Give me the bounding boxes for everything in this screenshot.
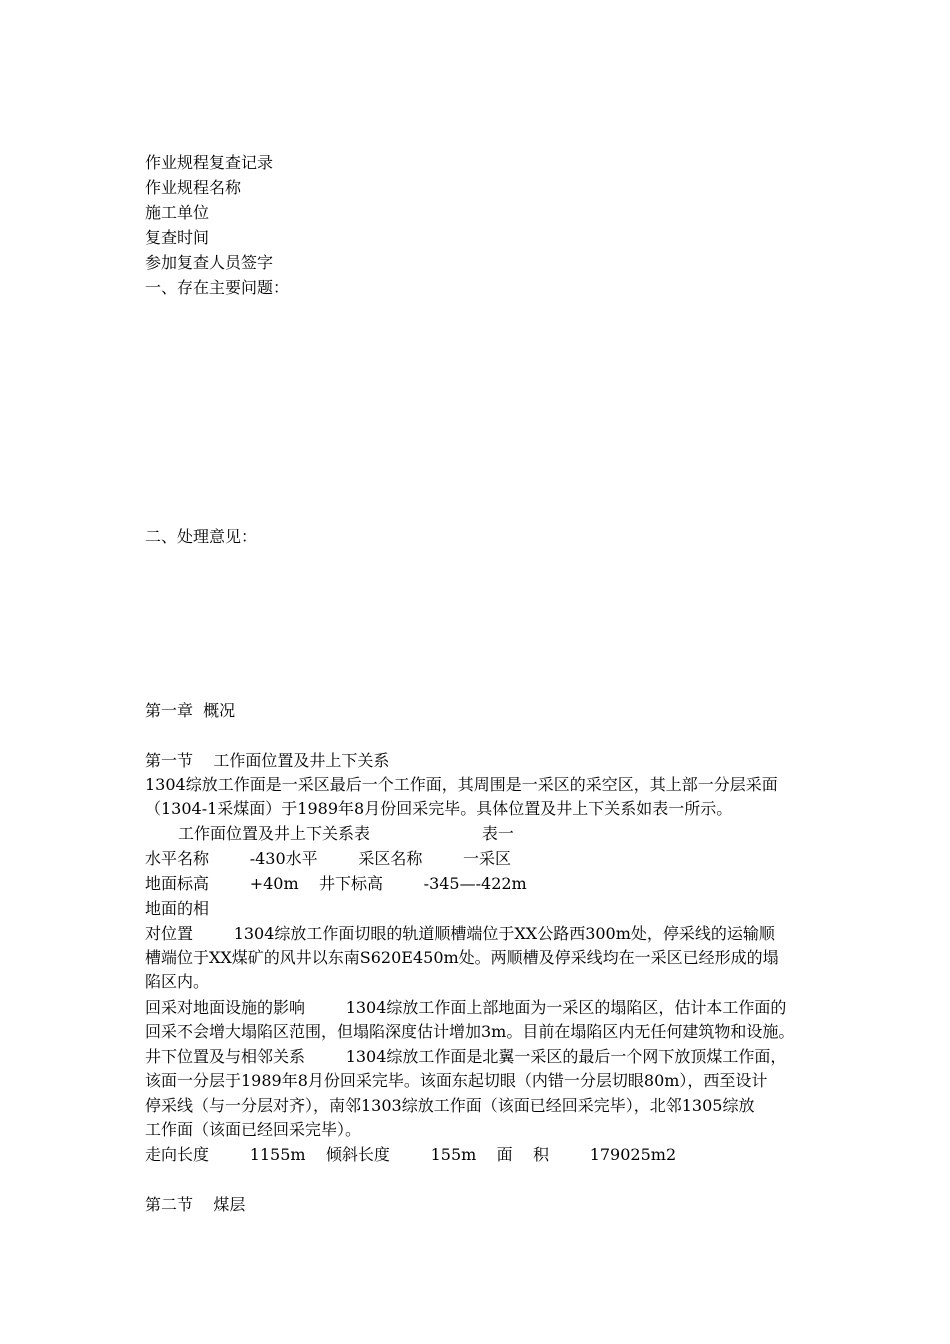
table-row: 水平名称 -430水平 采区名称 一采区 — [145, 849, 512, 868]
table-row: 地面的相 — [145, 899, 210, 918]
table-row: 对位置 1304综放工作面切眼的轨道顺槽端位于XX公路西300m处，停采线的运输顺 — [145, 924, 775, 943]
table-row: 停采线（与一分层对齐），南邻1303综放工作面（该面已经回采完毕），北邻1305综放 — [145, 1096, 755, 1115]
table-caption: 工作面位置及井上下关系表 表一 — [178, 824, 514, 843]
field-review-time: 复查时间 — [145, 228, 210, 247]
field-regulation-name: 作业规程名称 — [145, 178, 242, 197]
field-construction-unit: 施工单位 — [145, 203, 210, 222]
table-row: 回采不会增大塌陷区范围，但塌陷深度估计增加3m。目前在塌陷区内无任何建筑物和设施。 — [145, 1022, 795, 1041]
paragraph-line: 1304综放工作面是一采区最后一个工作面，其周围是一采区的采空区，其上部一分层采面 — [145, 775, 778, 794]
section-title: 第一节 工作面位置及井上下关系 — [145, 751, 390, 770]
table-row: 回采对地面设施的影响 1304综放工作面上部地面为一采区的塌陷区，估计本工作面的 — [145, 998, 787, 1017]
section-title: 第二节 煤层 — [145, 1195, 246, 1214]
field-reviewer-signature: 参加复查人员签字 — [145, 253, 274, 272]
section-main-problems: 一、存在主要问题： — [145, 278, 290, 297]
table-row: 该面一分层于1989年8月份回采完毕。该面东起切眼（内错一分层切眼80m），西至设计 — [145, 1071, 768, 1090]
table-row: 井下位置及与相邻关系 1304综放工作面是北翼一采区的最后一个网下放顶煤工作面， — [145, 1047, 787, 1066]
table-row: 走向长度 1155m 倾斜长度 155m 面 积 179025m2 — [145, 1145, 677, 1164]
table-row: 地面标高 +40m 井下标高 -345—-422m — [145, 874, 527, 893]
section-handling-opinion: 二、处理意见： — [145, 527, 258, 546]
record-title: 作业规程复查记录 — [145, 153, 274, 172]
paragraph-line: （1304-1采煤面）于1989年8月份回采完毕。具体位置及井上下关系如表一所示。 — [145, 799, 733, 818]
table-row: 陷区内。 — [145, 972, 210, 991]
chapter-title: 第一章 概况 — [145, 701, 236, 720]
table-row: 工作面（该面已经回采完毕）。 — [145, 1120, 362, 1139]
table-row: 槽端位于XX煤矿的风井以东南S620E450m处。两顺槽及停采线均在一采区已经形成的塌 — [145, 948, 779, 967]
